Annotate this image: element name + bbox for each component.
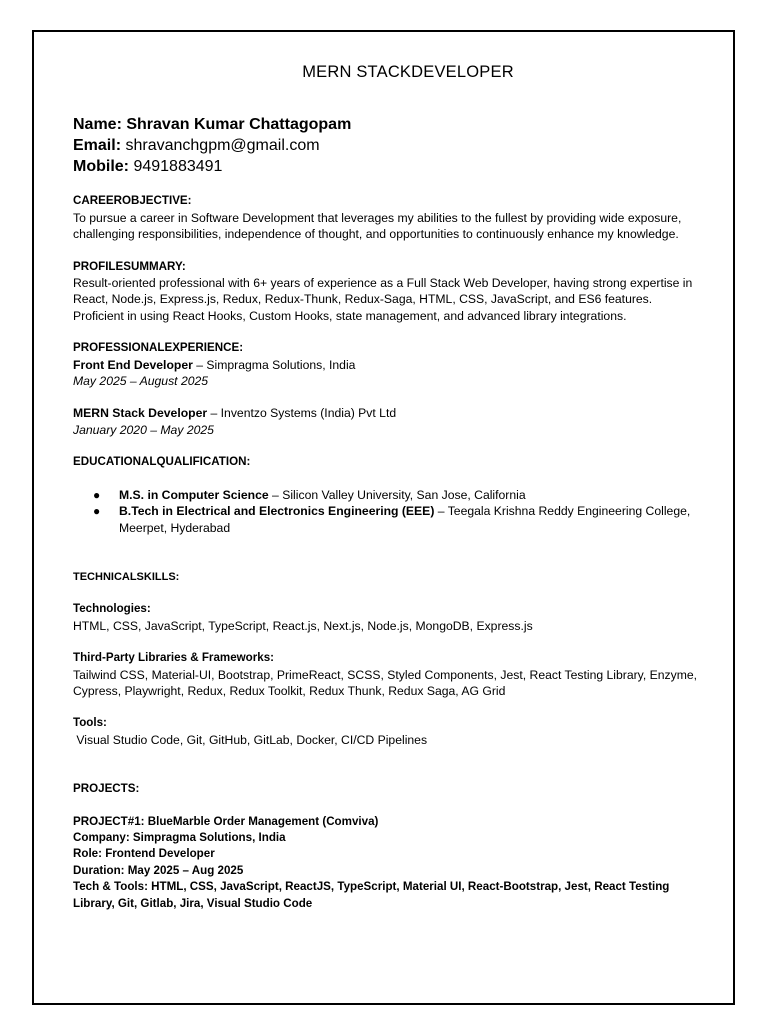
education-section xyxy=(73,454,703,536)
mobile-label: Mobile: xyxy=(73,158,129,176)
skill-group-text: HTML, CSS, JavaScript, TypeScript, React.js, Next.js, Node.js, MongoDB, Express.js xyxy=(73,618,533,633)
skill-group-label: Tools: xyxy=(73,716,107,730)
education-degree: B.Tech in Electrical and Electronics Engineering (EEE) xyxy=(119,504,435,519)
job-company: – Inventzo Systems (India) Pvt Ltd xyxy=(207,406,397,421)
objective-heading: CAREEROBJECTIVE: xyxy=(73,194,192,208)
job-dates: January 2020 – May 2025 xyxy=(73,422,214,437)
summary-section xyxy=(73,259,703,325)
job-dates: May 2025 – August 2025 xyxy=(73,374,209,389)
projects-section xyxy=(73,781,703,912)
name-line xyxy=(73,114,703,135)
project-role: Role: Frontend Developer xyxy=(73,847,215,861)
skill-group xyxy=(73,650,703,699)
mobile-line xyxy=(73,156,703,177)
job-role: MERN Stack Developer xyxy=(73,406,208,421)
email-line xyxy=(73,135,703,156)
project-entry xyxy=(73,814,703,912)
resume-content xyxy=(73,64,703,912)
name-label: Name: xyxy=(73,116,122,134)
education-school: – Silicon Valley University, San Jose, California xyxy=(268,487,526,502)
job-entry xyxy=(73,405,703,438)
education-item xyxy=(73,487,703,503)
job-role: Front End Developer xyxy=(73,357,193,372)
mobile-value: 9491883491 xyxy=(133,158,223,176)
job-entry xyxy=(73,357,703,390)
bullet-icon: ● xyxy=(93,487,101,502)
education-heading: EDUCATIONALQUALIFICATION: xyxy=(73,455,251,469)
objective-text: To pursue a career in Software Development that leverages my abilities to the fullest by providing wide exposure, challenging responsibilities, independence of thought, and opportunities to continuously enhance my knowledge. xyxy=(73,210,682,242)
skill-group-text: Tailwind CSS, Material-UI, Bootstrap, PrimeReact, SCSS, Styled Components, Jest, React Testing Library, Enzyme, Cypress, Playwright, Redux, Redux Toolkit, Redux Thunk, Redux Saga, AG Grid xyxy=(73,667,698,698)
contact-block xyxy=(73,114,703,177)
resume-title: MERN STACKDEVELOPER xyxy=(302,63,514,81)
skills-heading: TECHNICALSKILLS: xyxy=(73,570,180,583)
job-company: – Simpragma Solutions, India xyxy=(192,357,356,372)
skill-group-label: Third-Party Libraries & Frameworks: xyxy=(73,651,275,665)
projects-heading: PROJECTS: xyxy=(73,782,140,796)
education-item xyxy=(73,503,703,536)
education-school: – Teegala Krishna Reddy Engineering College, Meerpet, Hyderabad xyxy=(119,504,691,535)
objective-section xyxy=(73,193,703,242)
project-tech: Tech & Tools: HTML, CSS, JavaScript, ReactJS, TypeScript, Material UI, React-Bootstrap, Jest, React Testing Library, Git, Gitlab, Jira, Visual Studio Code xyxy=(73,880,670,910)
skill-group xyxy=(73,715,703,748)
email-label: Email: xyxy=(73,137,122,155)
skill-group-text: Visual Studio Code, Git, GitHub, GitLab, Docker, CI/CD Pipelines xyxy=(73,732,428,747)
project-duration: Duration: May 2025 – Aug 2025 xyxy=(73,863,244,877)
project-title: PROJECT#1: BlueMarble Order Management (Comviva) xyxy=(73,814,379,828)
education-degree: M.S. in Computer Science xyxy=(119,487,269,502)
skill-group-label: Technologies: xyxy=(73,602,151,616)
summary-heading: PROFILESUMMARY: xyxy=(73,259,186,273)
experience-heading: PROFESSIONALEXPERIENCE: xyxy=(73,341,244,355)
experience-section xyxy=(73,340,703,438)
skill-group xyxy=(73,601,703,634)
email-value: shravanchgpm@gmail.com xyxy=(125,137,320,155)
name-value: Shravan Kumar Chattagopam xyxy=(126,116,352,134)
project-company: Company: Simpragma Solutions, India xyxy=(73,830,286,844)
bullet-icon: ● xyxy=(93,504,101,519)
skills-section xyxy=(73,569,703,748)
summary-text: Result-oriented professional with 6+ years of experience as a Full Stack Web Developer, having strong expertise in React, Node.js, Express.js, Redux, Redux-Thunk, Redux-Saga, HTML, CSS, JavaScript, and ES6 features. Proficient in using React Hooks, Custom Hooks, state management, and advanced library integrations. xyxy=(73,276,693,323)
education-list xyxy=(73,487,703,536)
